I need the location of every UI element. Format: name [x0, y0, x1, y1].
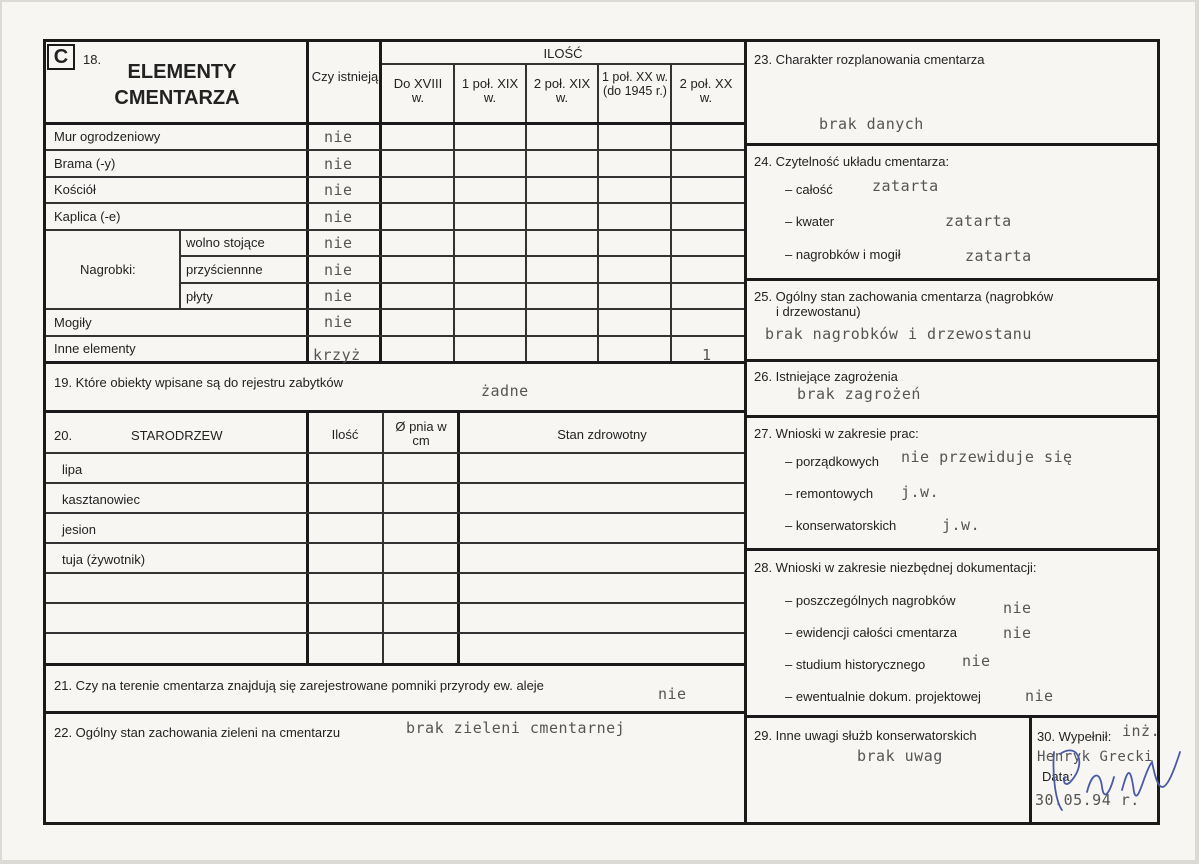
divider [46, 149, 744, 151]
s20-col-count: Ilość [331, 427, 359, 442]
divider [747, 278, 1157, 281]
tree-row: kasztanowiec [62, 492, 141, 507]
s30-date: 30.05.94 r. [1035, 791, 1140, 809]
s27-item-label: – porządkowych [785, 454, 879, 469]
divider [306, 412, 309, 664]
period-header-2: 1 poł. XIX w. [461, 76, 519, 105]
s25-value: brak nagrobków i drzewostanu [765, 325, 1032, 343]
s26-label: 26. Istniejące zagrożenia [754, 369, 898, 384]
s24-label: 24. Czytelność układu cmentarza: [754, 154, 950, 169]
exists-value: krzyż [313, 346, 361, 364]
col-count-header: ILOŚĆ [543, 46, 583, 61]
divider [46, 452, 744, 454]
s23-label: 23. Charakter rozplanowania cmentarza [754, 52, 985, 67]
divider [46, 229, 744, 231]
period-header-4: 1 poł. XX w. (do 1945 r.) [601, 70, 668, 98]
s26-value: brak zagrożeń [797, 385, 921, 403]
row-label-slabs: płyty [186, 289, 213, 304]
signature [1032, 732, 1192, 822]
s28-item-value: nie [1003, 599, 1032, 617]
s29-value: brak uwag [857, 747, 943, 765]
exists-value: nie [324, 155, 353, 173]
divider [747, 415, 1157, 418]
row-label-freestanding: wolno stojące [186, 235, 265, 250]
s24-item-value: zatarta [945, 212, 1012, 230]
exists-value: nie [324, 128, 353, 146]
row-label-wall: Mur ogrodzeniowy [54, 129, 161, 144]
divider [453, 64, 455, 362]
s27-item-label: – remontowych [785, 486, 874, 501]
s21-value: nie [658, 685, 687, 703]
s21-label: 21. Czy na terenie cmentarza znajdują się zarejestrowane pomniki przyrody ew. aleje [54, 678, 544, 693]
s20-col-diam: Ø pnia w cm [395, 419, 447, 448]
divider [597, 64, 599, 362]
s28-label: 28. Wnioski w zakresie niezbędnej dokumentacji: [754, 560, 1037, 575]
row-label-gate: Brama (-y) [54, 156, 116, 171]
s28-item-label: – studium historycznego [785, 657, 926, 672]
divider [46, 512, 744, 514]
s20-title: STARODRZEW [131, 428, 223, 443]
s20-number: 20. [54, 428, 73, 443]
section-18-number: 18. [83, 52, 102, 67]
divider [382, 412, 384, 664]
s22-label: 22. Ogólny stan zachowania zieleni na cmentarzu [54, 725, 341, 740]
divider [457, 412, 460, 664]
s30-title: inż. [1122, 722, 1161, 740]
row-label-other: Inne elementy [54, 341, 136, 356]
row-label-wall-graves: przyściennne [186, 262, 263, 277]
row-label-chapel: Kaplica (-e) [54, 209, 121, 224]
s20-col-health: Stan zdrowotny [557, 427, 647, 442]
s24-item-label: – nagrobków i mogił [785, 247, 901, 262]
s28-item-label: – ewentualnie dokum. projektowej [785, 689, 981, 704]
s27-label: 27. Wnioski w zakresie prac: [754, 426, 919, 441]
divider [46, 361, 744, 364]
divider [46, 335, 744, 337]
section-18-title-2: CMENTARZA [114, 87, 240, 109]
s30-name: Henryk Grecki [1037, 749, 1154, 765]
form-card [2, 2, 1195, 860]
tree-row: jesion [62, 522, 96, 537]
row-label-mounds: Mogiły [54, 315, 92, 330]
s30-label: 30. Wypełnił: [1037, 729, 1112, 744]
divider [46, 711, 744, 714]
divider [46, 602, 744, 604]
tree-row: lipa [62, 462, 83, 477]
exists-value: nie [324, 181, 353, 199]
row-label-graves-group: Nagrobki: [80, 262, 136, 277]
divider [525, 64, 527, 362]
exists-value: nie [324, 261, 353, 279]
s25-label-2: i drzewostanu) [776, 304, 861, 319]
divider [46, 663, 744, 666]
divider [179, 282, 744, 284]
s24-item-label: – kwater [785, 214, 835, 229]
s19-label: 19. Które obiekty wpisane są do rejestru zabytków [54, 375, 344, 390]
divider [382, 63, 744, 65]
divider [46, 572, 744, 574]
s24-item-label: – całość [785, 182, 833, 197]
s22-value: brak zieleni cmentarnej [406, 719, 626, 737]
divider [747, 143, 1157, 146]
divider [179, 255, 744, 257]
s27-item-value: j.w. [901, 483, 940, 501]
exists-value: nie [324, 208, 353, 226]
s28-item-value: nie [1025, 687, 1054, 705]
other-count-value: 1 [702, 346, 712, 364]
divider [46, 122, 744, 125]
s24-item-value: zatarta [872, 177, 939, 195]
tree-row: tuja (żywotnik) [62, 552, 146, 567]
s24-item-value: zatarta [965, 247, 1032, 265]
period-header-5: 2 poł. XX w. [679, 76, 733, 105]
period-header-3: 2 poł. XIX w. [533, 76, 591, 105]
divider [46, 542, 744, 544]
row-label-church: Kościół [54, 182, 96, 197]
s27-item-value: nie przewiduje się [901, 448, 1073, 466]
divider [46, 202, 744, 204]
s23-value: brak danych [819, 115, 924, 133]
s29-label: 29. Inne uwagi służb konserwatorskich [754, 728, 977, 743]
divider [46, 176, 744, 178]
divider [747, 359, 1157, 362]
divider [46, 632, 744, 634]
s28-item-label: – poszczególnych nagrobków [785, 593, 956, 608]
exists-value: nie [324, 287, 353, 305]
divider [46, 410, 744, 413]
s27-item-value: j.w. [942, 516, 981, 534]
divider [670, 64, 672, 362]
period-header-1: Do XVIII w. [393, 76, 443, 105]
s27-item-label: – konserwatorskich [785, 518, 897, 533]
section-18-title-1: ELEMENTY [127, 61, 237, 83]
s28-item-value: nie [962, 652, 991, 670]
section-letter: C [53, 46, 69, 68]
divider [46, 308, 744, 310]
divider [179, 230, 181, 308]
s28-item-value: nie [1003, 624, 1032, 642]
s30-date-label: Data: [1042, 769, 1074, 784]
s25-label-1: 25. Ogólny stan zachowania cmentarza (nagrobków [754, 289, 1054, 304]
divider [747, 548, 1157, 551]
exists-value: nie [324, 313, 353, 331]
s19-value: żadne [481, 382, 529, 400]
divider [747, 715, 1157, 718]
s28-item-label: – ewidencji całości cmentarza [785, 625, 957, 640]
divider [46, 482, 744, 484]
col-exists-header: Czy istnieją [311, 69, 379, 84]
exists-value: nie [324, 234, 353, 252]
